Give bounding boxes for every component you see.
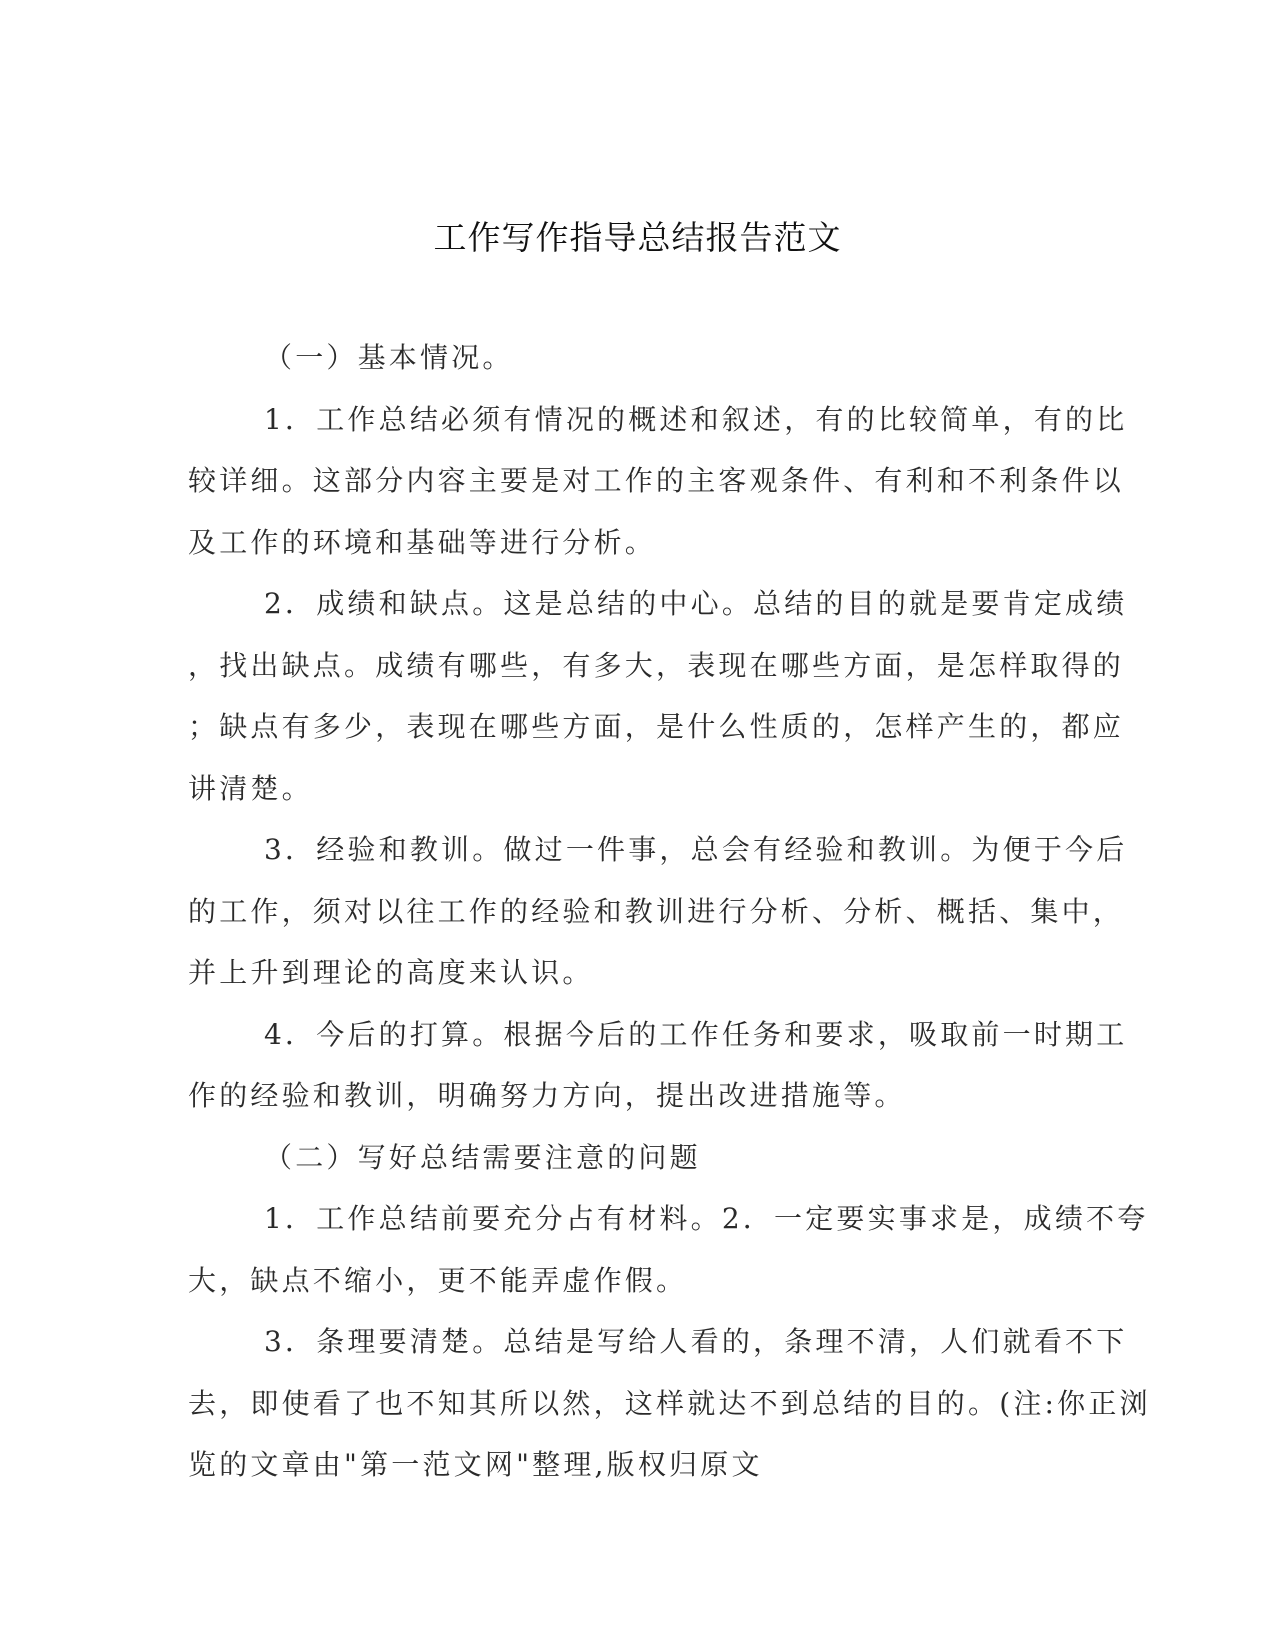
- paragraph: [188, 1311, 1151, 1496]
- paragraph-line: （二）写好总结需要注意的问题: [264, 1140, 701, 1174]
- paragraph: [188, 389, 1128, 574]
- document-body: [188, 327, 1151, 1496]
- paragraph-line: （一）基本情况。: [264, 341, 514, 374]
- paragraph-line: 3．经验和教训。做过一件事，总会有经验和教训。为便于今后: [264, 833, 1128, 866]
- paragraph-line: 的工作，须对以往工作的经验和教训进行分析、分析、概括、集中，: [188, 894, 1125, 928]
- paragraph: [188, 573, 1128, 819]
- paragraph-line: 较详细。这部分内容主要是对工作的主客观条件、有利和不利条件以: [188, 464, 1125, 497]
- paragraph: [188, 1188, 1149, 1311]
- paragraph-line: 览的文章由"第一范文网"整理,版权归原文: [188, 1448, 763, 1481]
- paragraph-line: 1．工作总结必须有情况的概述和叙述，有的比较简单，有的比: [264, 402, 1128, 436]
- paragraph: [188, 327, 1078, 389]
- paragraph-line: ；缺点有多少，表现在哪些方面，是什么性质的，怎样产生的，都应: [188, 710, 1125, 743]
- paragraph: [188, 1004, 1128, 1127]
- document-title: 工作写作指导总结报告范文: [433, 218, 842, 257]
- paragraph-line: 作的经验和教训，明确努力方向，提出改进措施等。: [188, 1079, 906, 1112]
- paragraph-line: 大，缺点不缩小，更不能弄虚作假。: [188, 1263, 688, 1297]
- paragraph-line: 并上升到理论的高度来认识。: [188, 956, 594, 989]
- paragraph-line: 3．条理要清楚。总结是写给人看的，条理不清，人们就看不下: [264, 1325, 1128, 1358]
- paragraph-line: 及工作的环境和基础等进行分析。: [188, 525, 657, 559]
- paragraph-line: 4．今后的打算。根据今后的工作任务和要求，吸取前一时期工: [264, 1017, 1128, 1051]
- paragraph-line: 讲清楚。: [188, 771, 313, 805]
- paragraph: [188, 1127, 1078, 1189]
- paragraph-line: 去，即使看了也不知其所以然，这样就达不到总结的目的。(注:你正浏: [188, 1386, 1151, 1420]
- paragraph-line: 2．成绩和缺点。这是总结的中心。总结的目的就是要肯定成绩: [264, 587, 1128, 620]
- paragraph: [188, 819, 1128, 1004]
- paragraph-line: 1．工作总结前要充分占有材料。2．一定要实事求是，成绩不夸: [264, 1202, 1149, 1235]
- paragraph-line: ，找出缺点。成绩有哪些，有多大，表现在哪些方面，是怎样取得的: [188, 648, 1125, 682]
